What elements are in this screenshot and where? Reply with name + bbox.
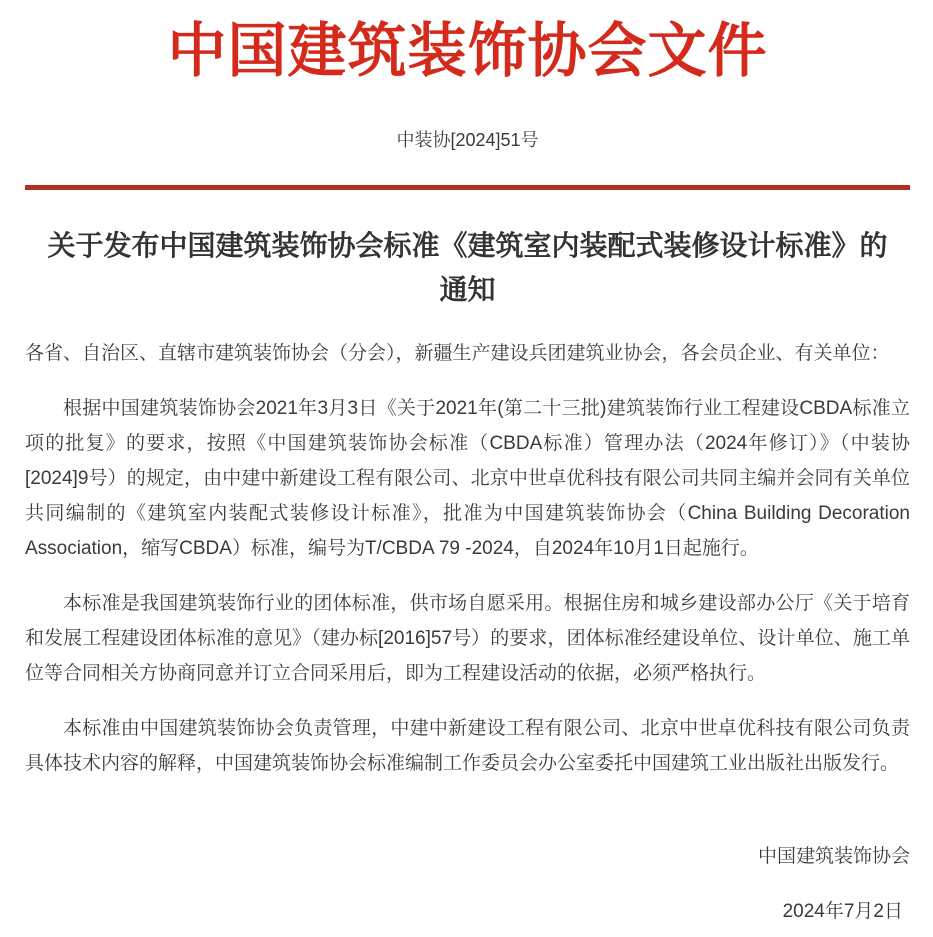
notice-title-line-2: 通知: [439, 274, 496, 305]
document-number: 中装协[2024]51号: [396, 130, 539, 150]
body-paragraph-3: 本标准由中国建筑装饰协会负责管理，中建中新建设工程有限公司、北京中世卓优科技有限公司负责具体技术内容的解释，中国建筑装饰协会标准编制工作委员会办公室委托中国建筑工业出版社出版发行。: [25, 718, 910, 774]
red-divider-line: [25, 185, 910, 190]
notice-title: [25, 224, 910, 312]
issuer-signature: 中国建筑装饰协会: [757, 846, 910, 867]
issue-date: 2024年7月2日: [782, 901, 903, 922]
body-paragraph-2: 本标准是我国建筑装饰行业的团体标准，供市场自愿采用。根据住房和城乡建设部办公厅《关于培育和发展工程建设团体标准的意见》（建办标[2016]57号）的要求，团体标准经建设单位、设计单位、施工单位等合同相关方协商同意并订立合同采用后，即为工程建设活动的依据，必须严格执行。: [25, 593, 910, 684]
body-paragraph-1: 根据中国建筑装饰协会2021年3月3日《关于2021年(第二十三批)建筑装饰行业工程建设CBDA标准立项的批复》的要求，按照《中国建筑装饰协会标准（CBDA标准）管理办法（2024年修订）》（中装协[2024]9号）的规定，由中建中新建设工程有限公司、北京中世卓优科技有限公司共同主编并会同有关单位共同编制的《建筑室内装配式装修设计标准》，批准为中国建筑装饰协会（China Building Decoration Association，缩写CBDA）标准，编号为T/CBDA 79 -2024，自2024年10月1日起施行。: [25, 398, 910, 559]
document-page: [0, 10, 933, 937]
letterhead-title: 中国建筑装饰协会文件: [167, 16, 768, 85]
notice-title-line-1: 关于发布中国建筑装饰协会标准《建筑室内装配式装修设计标准》的: [47, 230, 888, 261]
salutation: 各省、自治区、直辖市建筑装饰协会（分会），新疆生产建设兵团建筑业协会，各会员企业、有关单位：: [25, 343, 890, 364]
